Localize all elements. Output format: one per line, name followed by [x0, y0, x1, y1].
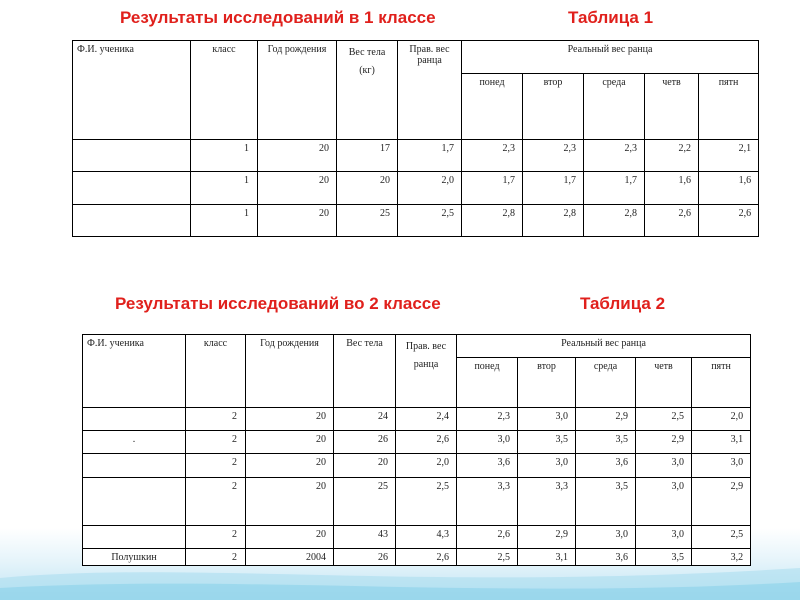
real-weight-fri-cell: 2,5 [692, 526, 751, 549]
real-weight-thu-cell: 2,9 [636, 431, 692, 454]
table-row [73, 140, 759, 172]
real-weight-mon-cell: 2,5 [457, 549, 518, 566]
real-weight-wed-cell: 3,5 [576, 478, 636, 526]
class-cell: 1 [191, 205, 258, 237]
table-row [83, 454, 751, 478]
table1-col-wed: среда [584, 74, 645, 140]
body-weight-cell: 20 [334, 454, 396, 478]
class-cell: 2 [186, 526, 246, 549]
table2-col-fio: Ф.И. ученика [83, 335, 186, 408]
class-cell: 1 [191, 140, 258, 172]
real-weight-mon-cell: 3,6 [457, 454, 518, 478]
real-weight-tue-cell: 3,0 [518, 454, 576, 478]
birth-year-cell: 20 [258, 172, 337, 205]
table1-col-mon: понед [462, 74, 523, 140]
table1-number: Таблица 1 [568, 8, 654, 27]
real-weight-tue-cell: 3,1 [518, 549, 576, 566]
real-weight-fri-cell: 2,9 [692, 478, 751, 526]
real-weight-fri-cell: 2,1 [699, 140, 759, 172]
table2-number: Таблица 2 [580, 294, 666, 313]
birth-year-cell: 20 [258, 140, 337, 172]
birth-year-cell: 20 [258, 205, 337, 237]
table1-header-row [73, 41, 759, 74]
real-weight-wed-cell: 3,5 [576, 431, 636, 454]
real-weight-mon-cell: 3,3 [457, 478, 518, 526]
class-cell: 1 [191, 172, 258, 205]
table-row [73, 205, 759, 237]
proper-weight-cell: 2,0 [398, 172, 462, 205]
real-weight-tue-cell: 2,9 [518, 526, 576, 549]
real-weight-fri-cell: 2,0 [692, 408, 751, 431]
proper-weight-cell: 2,0 [396, 454, 457, 478]
table1-col-birth: Год рождения [258, 41, 337, 140]
birth-year-cell: 20 [246, 478, 334, 526]
proper-weight-cell: 2,5 [396, 478, 457, 526]
table1-col-tue: втор [523, 74, 584, 140]
table2-col-mon: понед [457, 358, 518, 408]
birth-year-cell: 20 [246, 431, 334, 454]
real-weight-tue-cell: 2,8 [523, 205, 584, 237]
student-name-cell [73, 205, 191, 237]
real-weight-tue-cell: 2,3 [523, 140, 584, 172]
table2-col-thu: четв [636, 358, 692, 408]
real-weight-thu-cell: 2,5 [636, 408, 692, 431]
real-weight-thu-cell: 3,0 [636, 478, 692, 526]
table2-col-class: класс [186, 335, 246, 408]
real-weight-fri-cell: 2,6 [699, 205, 759, 237]
real-weight-mon-cell: 2,3 [462, 140, 523, 172]
real-weight-mon-cell: 1,7 [462, 172, 523, 205]
body-weight-cell: 25 [337, 205, 398, 237]
proper-weight-cell: 4,3 [396, 526, 457, 549]
table2-col-weight: Вес тела [334, 335, 396, 408]
proper-weight-cell: 2,4 [396, 408, 457, 431]
body-weight-cell: 43 [334, 526, 396, 549]
body-weight-cell: 25 [334, 478, 396, 526]
table1-col-real-weight: Реальный вес ранца [462, 41, 759, 74]
class-cell: 2 [186, 454, 246, 478]
real-weight-thu-cell: 2,6 [645, 205, 699, 237]
student-name-cell [73, 140, 191, 172]
real-weight-fri-cell: 1,6 [699, 172, 759, 205]
birth-year-cell: 20 [246, 526, 334, 549]
real-weight-wed-cell: 2,3 [584, 140, 645, 172]
table-row [83, 526, 751, 549]
real-weight-tue-cell: 3,5 [518, 431, 576, 454]
class-cell: 2 [186, 549, 246, 566]
table1-col-thu: четв [645, 74, 699, 140]
table-row [83, 478, 751, 526]
real-weight-thu-cell: 3,0 [636, 454, 692, 478]
class-cell: 2 [186, 478, 246, 526]
table1-col-class: класс [191, 41, 258, 140]
real-weight-mon-cell: 2,6 [457, 526, 518, 549]
real-weight-thu-cell: 3,0 [636, 526, 692, 549]
real-weight-thu-cell: 2,2 [645, 140, 699, 172]
student-name-cell [73, 172, 191, 205]
table1-heading: Результаты исследований в 1 классе [120, 8, 436, 27]
results-table-1 [72, 40, 759, 237]
student-name-cell [83, 526, 186, 549]
body-weight-cell: 26 [334, 549, 396, 566]
real-weight-tue-cell: 1,7 [523, 172, 584, 205]
real-weight-mon-cell: 2,8 [462, 205, 523, 237]
table2-col-birth: Год рождения [246, 335, 334, 408]
student-name-cell [83, 454, 186, 478]
table2-col-fri: пятн [692, 358, 751, 408]
body-weight-cell: 26 [334, 431, 396, 454]
real-weight-thu-cell: 1,6 [645, 172, 699, 205]
real-weight-fri-cell: 3,2 [692, 549, 751, 566]
birth-year-cell: 2004 [246, 549, 334, 566]
table1-col-fio: Ф.И. ученика [73, 41, 191, 140]
student-name-cell: . [83, 431, 186, 454]
body-weight-cell: 17 [337, 140, 398, 172]
table-row [83, 408, 751, 431]
real-weight-mon-cell: 2,3 [457, 408, 518, 431]
real-weight-fri-cell: 3,0 [692, 454, 751, 478]
body-weight-cell: 24 [334, 408, 396, 431]
table2-col-wed: среда [576, 358, 636, 408]
real-weight-mon-cell: 3,0 [457, 431, 518, 454]
student-name-cell: Полушкин [83, 549, 186, 566]
table-row [83, 431, 751, 454]
proper-weight-cell: 1,7 [398, 140, 462, 172]
table1-col-weight: Вес тела (кг) [337, 41, 398, 140]
real-weight-wed-cell: 2,8 [584, 205, 645, 237]
table2-col-tue: втор [518, 358, 576, 408]
table2-col-proper-weight: Прав. вес ранца [396, 335, 457, 408]
class-cell: 2 [186, 431, 246, 454]
real-weight-tue-cell: 3,3 [518, 478, 576, 526]
class-cell: 2 [186, 408, 246, 431]
results-table-2 [82, 334, 751, 566]
table1-col-proper-weight: Прав. вес ранца [398, 41, 462, 140]
table2-header-row [83, 335, 751, 358]
real-weight-wed-cell: 2,9 [576, 408, 636, 431]
real-weight-wed-cell: 3,6 [576, 454, 636, 478]
table2-heading: Результаты исследований во 2 классе [115, 294, 441, 313]
table2-col-real-weight: Реальный вес ранца [457, 335, 751, 358]
birth-year-cell: 20 [246, 454, 334, 478]
real-weight-fri-cell: 3,1 [692, 431, 751, 454]
table1-col-fri: пятн [699, 74, 759, 140]
proper-weight-cell: 2,5 [398, 205, 462, 237]
real-weight-tue-cell: 3,0 [518, 408, 576, 431]
student-name-cell [83, 478, 186, 526]
birth-year-cell: 20 [246, 408, 334, 431]
table-row [73, 172, 759, 205]
student-name-cell [83, 408, 186, 431]
body-weight-cell: 20 [337, 172, 398, 205]
table-row [83, 549, 751, 566]
real-weight-wed-cell: 3,0 [576, 526, 636, 549]
proper-weight-cell: 2,6 [396, 431, 457, 454]
proper-weight-cell: 2,6 [396, 549, 457, 566]
real-weight-wed-cell: 1,7 [584, 172, 645, 205]
real-weight-thu-cell: 3,5 [636, 549, 692, 566]
real-weight-wed-cell: 3,6 [576, 549, 636, 566]
